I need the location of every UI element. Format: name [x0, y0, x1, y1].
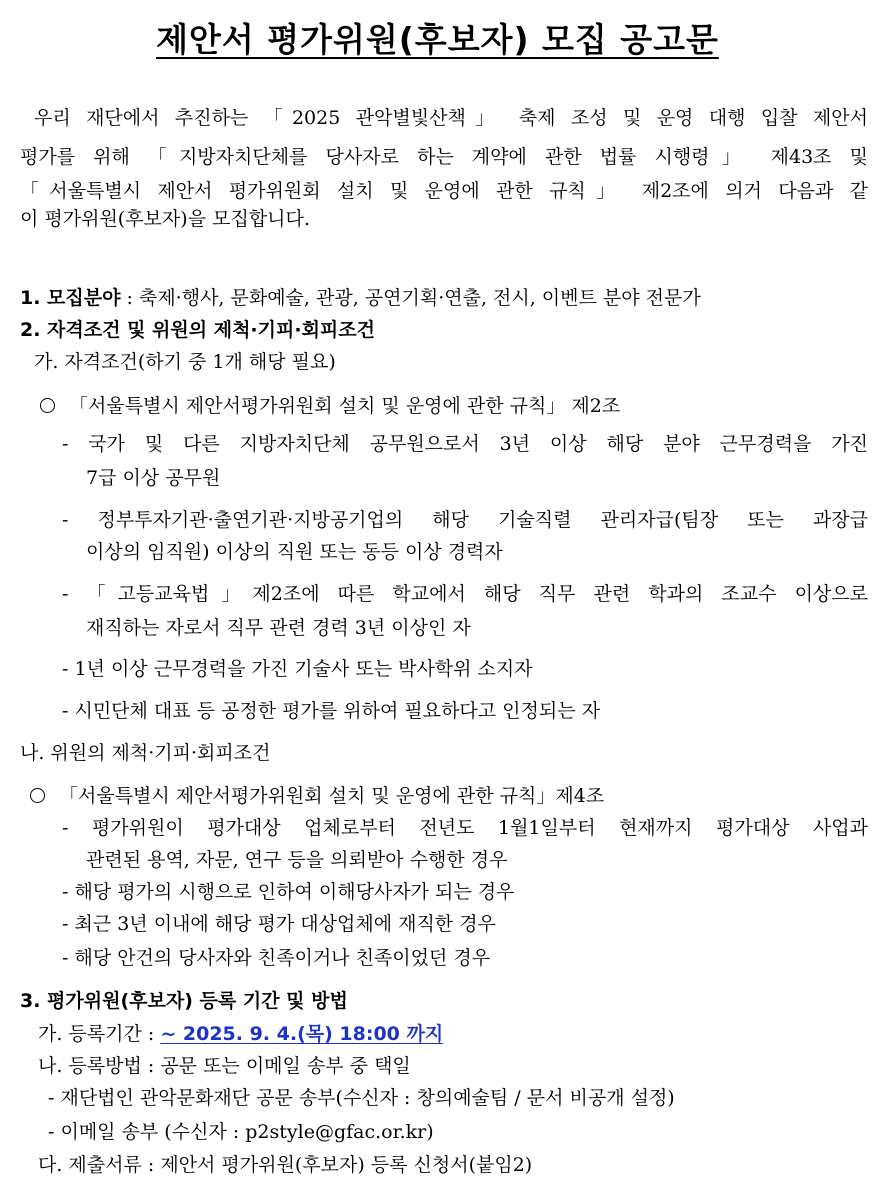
circle-bullet-icon — [30, 788, 45, 803]
section-3-ga — [38, 1022, 443, 1046]
section-2-na-rule — [30, 784, 604, 808]
ga-item-4: - 1년 이상 근무경력을 가진 기술사 또는 박사학위 소지자 — [62, 658, 533, 680]
section-3-da: 다. 제출서류 : 제안서 평가위원(후보자) 등록 신청서(붙임2) — [38, 1154, 533, 1176]
ga-item-2-line-1: - 정부투자기관·출연기관·지방공기업의 해당 기술직렬 관리자급(팀장 또는 과장급 — [62, 509, 868, 531]
section-2-na: 나. 위원의 제척·기피·회피조건 — [20, 742, 271, 764]
circle-bullet-icon — [40, 398, 55, 413]
intro-line-4: 이 평가위원(후보자)을 모집합니다. — [20, 208, 310, 230]
na-item-1-line-2: 관련된 용역, 자문, 연구 등을 의뢰받아 수행한 경우 — [86, 849, 508, 871]
ga-item-2-line-2: 이상의 임직원) 이상의 직원 또는 동등 이상 경력자 — [86, 541, 503, 563]
ga-item-1-line-2: 7급 이상 공무원 — [86, 467, 221, 489]
method-email: - 이메일 송부 (수신자 : p2style@gfac.or.kr) — [48, 1121, 434, 1143]
method-official-letter: - 재단법인 관악문화재단 공문 송부(수신자 : 창의예술팀 / 문서 비공개 설정) — [48, 1087, 675, 1109]
section-1 — [20, 286, 701, 310]
section-2-ga-rule — [40, 394, 620, 418]
registration-deadline: ~ 2025. 9. 4.(목) 18:00 까지 — [160, 1023, 444, 1045]
section-3-heading: 3. 평가위원(후보자) 등록 기간 및 방법 — [20, 990, 348, 1012]
na-item-4: - 해당 안건의 당사자와 친족이거나 친족이었던 경우 — [62, 947, 491, 969]
intro-line-3: 「서울특별시 제안서 평가위원회 설치 및 운영에 관한 규칙」 제2조에 의거 다음과 같 — [20, 180, 868, 202]
section-2-na-rule-text: 「서울특별시 제안서평가위원회 설치 및 운영에 관한 규칙」제4조 — [59, 785, 605, 807]
intro-line-2: 평가를 위해 「지방자치단체를 당사자로 하는 계약에 관한 법률 시행령」 제43조 및 — [20, 146, 868, 168]
section-2-heading: 2. 자격조건 및 위원의 제척·기피·회피조건 — [20, 319, 375, 341]
ga-item-5: - 시민단체 대표 등 공정한 평가를 위하여 필요하다고 인정되는 자 — [62, 700, 600, 722]
section-2-ga-rule-text: 「서울특별시 제안서평가위원회 설치 및 운영에 관한 규칙」 제2조 — [69, 395, 621, 417]
na-item-2: - 해당 평가의 시행으로 인하여 이해당사자가 되는 경우 — [62, 881, 515, 903]
na-item-1-line-1: - 평가위원이 평가대상 업체로부터 전년도 1월1일부터 현재까지 평가대상 사업과 — [62, 817, 868, 839]
registration-period-label: 가. 등록기간 : — [38, 1023, 161, 1045]
na-item-3: - 최근 3년 이내에 해당 평가 대상업체에 재직한 경우 — [62, 913, 496, 935]
page-title: 제안서 평가위원(후보자) 모집 공고문 — [156, 20, 719, 59]
section-1-text: : 축제·행사, 문화예술, 관광, 공연기획·연출, 전시, 이벤트 분야 전문가 — [120, 287, 701, 309]
section-1-heading: 1. 모집분야 — [20, 287, 121, 309]
ga-item-3-line-2: 재직하는 자로서 직무 관련 경력 3년 이상인 자 — [86, 617, 471, 639]
ga-item-3-line-1: - 「고등교육법」제2조에 따른 학교에서 해당 직무 관련 학과의 조교수 이상으로 — [62, 583, 868, 605]
section-3-na: 나. 등록방법 : 공문 또는 이메일 송부 중 택일 — [38, 1055, 411, 1077]
section-2-ga: 가. 자격조건(하기 중 1개 해당 필요) — [34, 351, 336, 373]
ga-item-1-line-1: - 국가 및 다른 지방자치단체 공무원으로서 3년 이상 해당 분야 근무경력을 가진 — [62, 433, 868, 455]
intro-line-1: 우리 재단에서 추진하는 「2025 관악별빛산책」 축제 조성 및 운영 대행 입찰 제안서 — [34, 107, 868, 129]
